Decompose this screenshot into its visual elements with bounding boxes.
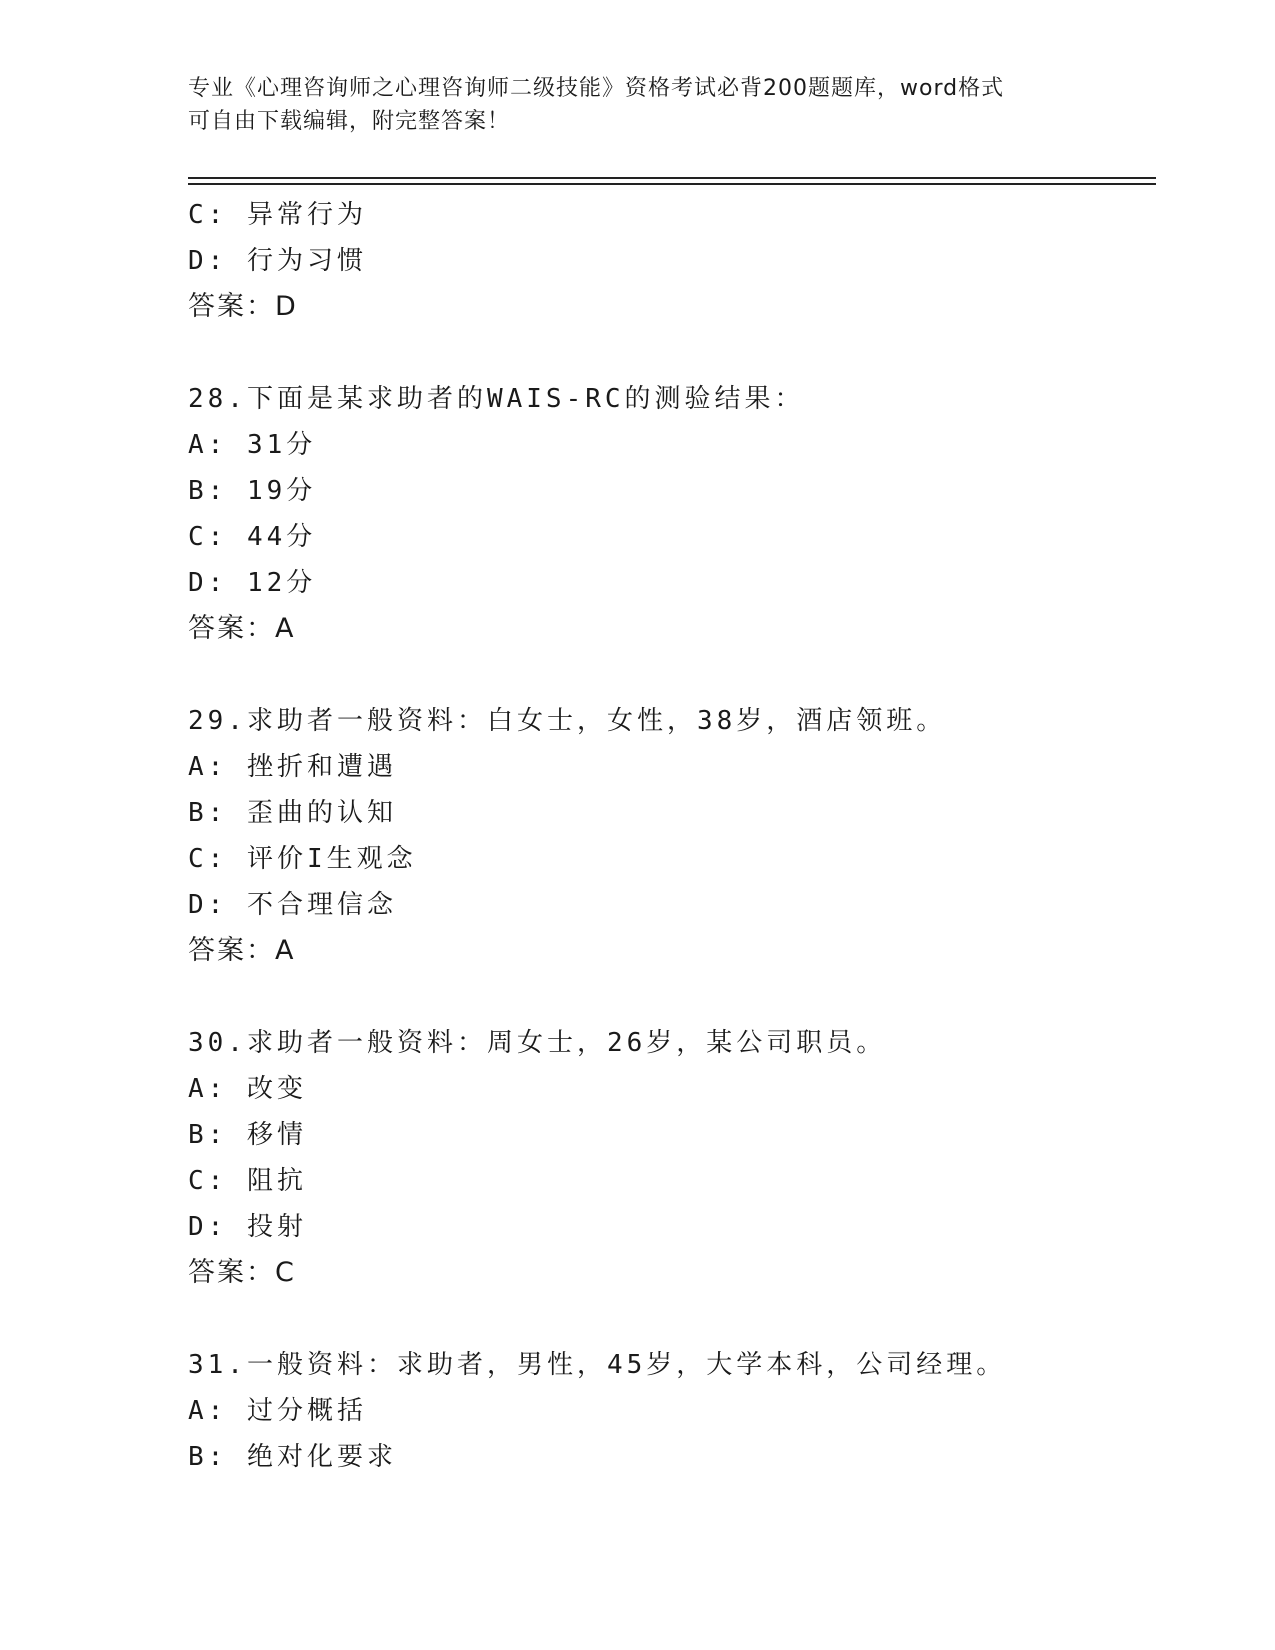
option-c: C: 评价I生观念 — [188, 844, 417, 874]
option-b: B: 移情 — [188, 1120, 307, 1150]
option-d: D: 12分 — [188, 568, 317, 598]
header-divider-top — [188, 177, 1156, 179]
answer-line: 答案：A — [188, 613, 296, 644]
question-block — [188, 1020, 1148, 1342]
option-c: C: 44分 — [188, 522, 317, 552]
option-d: D: 投射 — [188, 1212, 307, 1242]
question-block — [188, 698, 1148, 1020]
option-b: B: 绝对化要求 — [188, 1442, 397, 1472]
spacer — [188, 330, 1148, 376]
question-block — [188, 376, 1148, 698]
document-header — [188, 72, 1088, 138]
question-text: 30.求助者一般资料：周女士，26岁，某公司职员。 — [188, 1028, 887, 1058]
header-divider-bottom — [188, 183, 1156, 185]
option-d: D: 行为习惯 — [188, 246, 367, 276]
question-text: 28.下面是某求助者的WAIS-RC的测验结果： — [188, 384, 805, 414]
option-b: B: 歪曲的认知 — [188, 798, 397, 828]
option-a: A: 过分概括 — [188, 1396, 367, 1426]
option-a: A: 31分 — [188, 430, 317, 460]
question-text: 29.求助者一般资料：白女士，女性，38岁，酒店领班。 — [188, 706, 947, 736]
option-b: B: 19分 — [188, 476, 317, 506]
spacer — [188, 652, 1148, 698]
question-block — [188, 192, 1148, 376]
option-a: A: 改变 — [188, 1074, 307, 1104]
spacer — [188, 974, 1148, 1020]
option-a: A: 挫折和遭遇 — [188, 752, 397, 782]
option-c: C: 阻抗 — [188, 1166, 307, 1196]
option-d: D: 不合理信念 — [188, 890, 397, 920]
option-c: C: 异常行为 — [188, 200, 367, 230]
answer-line: 答案：A — [188, 935, 296, 966]
answer-line: 答案：D — [188, 291, 298, 322]
answer-line: 答案：C — [188, 1257, 296, 1288]
header-title-line-2: 可自由下载编辑，附完整答案！ — [188, 109, 511, 134]
header-title-line-1: 专业《心理咨询师之心理咨询师二级技能》资格考试必背200题题库，word格式 — [188, 76, 1005, 101]
spacer — [188, 1296, 1148, 1342]
question-block — [188, 1342, 1148, 1480]
question-text: 31.一般资料：求助者，男性，45岁，大学本科，公司经理。 — [188, 1350, 1007, 1380]
question-list — [188, 192, 1148, 1480]
